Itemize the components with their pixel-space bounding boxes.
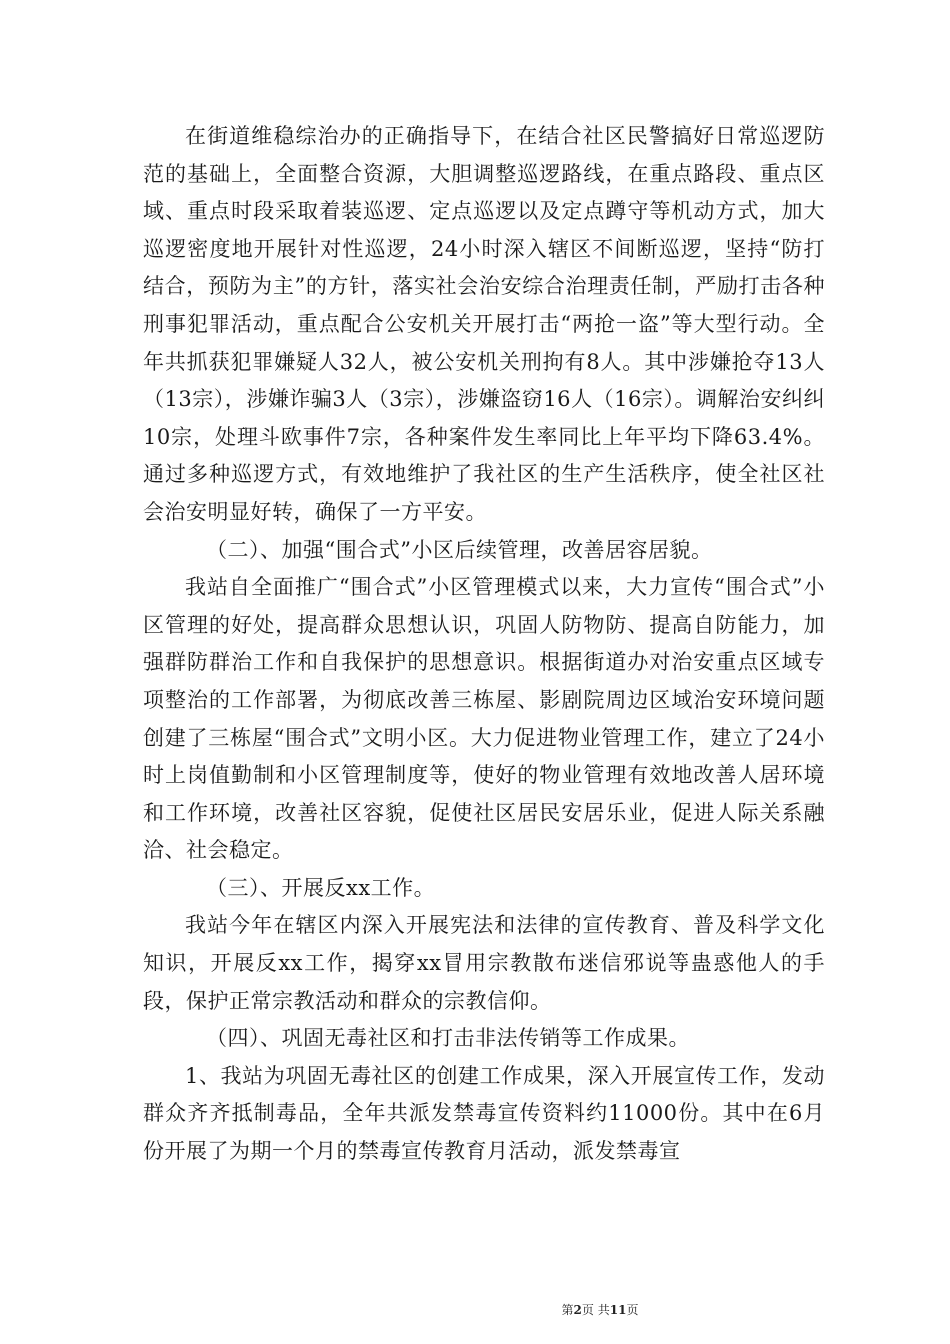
paragraph-patrol: 在街道维稳综治办的正确指导下，在结合社区民警搞好日常巡逻防范的基础上，全面整合资源，大胆调整巡逻路线，在重点路段、重点区域、重点时段采取着装巡逻、定点巡逻以及定点蹲守等机动方式，加大巡逻密度地开展针对性巡逻，24小时深入辖区不间断巡逻，坚持“防打结合，预防为主”的方针，落实社会治安综合治理责任制，严励打击各种刑事犯罪活动，重点配合公安机关开展打击“两抢一盗”等大型行动。全年共抓获犯罪嫌疑人32人，被公安机关刑拘有8人。其中涉嫌抢夺13人（13宗），涉嫌诈骗3人（3宗），涉嫌盗窃16人（16宗）。调解治安纠纠10宗，处理斗欧事件7宗，各种案件发生率同比上年平均下降63.4%。通过多种巡逻方式，有效地维护了我社区的生产生活秩序，使全社区社会治安明显好转，确保了一方平安。 xyxy=(143,124,825,524)
section-heading-4: （四）、巩固无毒社区和打击非法传销等工作成果。 xyxy=(206,1026,690,1051)
footer-current-page: 2 xyxy=(573,1303,582,1317)
section-heading-2: （二）、加强“围合式”小区后续管理，改善居容居貌。 xyxy=(206,537,713,562)
section-heading-3: （三）、开展反xx工作。 xyxy=(206,875,436,900)
document-body xyxy=(143,118,825,1171)
paragraph-drug-free: 1、我站为巩固无毒社区的创建工作成果，深入开展宣传工作，发动群众齐齐抵制毒品，全年共派发禁毒宣传资料约11000份。其中在6月份开展了为期一个月的禁毒宣传教育月活动，派发禁毒宣 xyxy=(143,1063,825,1164)
footer-suffix: 页 xyxy=(626,1303,639,1317)
paragraph-enclosed-community: 我站自全面推广“围合式”小区管理模式以来，大力宣传“围合式”小区管理的好处，提高群众思想认识，巩固人防物防、提高自防能力，加强群防群治工作和自我保护的思想意识。根据街道办对治安重点区域专项整治的工作部署，为彻底改善三栋屋、影剧院周边区域治安环境问题创建了三栋屋“围合式”文明小区。大力促进物业管理工作，建立了24小时上岗值勤制和小区管理制度等，使好的物业管理有效地改善人居环境和工作环境，改善社区容貌，促使社区居民安居乐业，促进人际关系融洽、社会稳定。 xyxy=(143,575,825,863)
footer-middle: 页 共 xyxy=(581,1303,610,1317)
paragraph-anti-xx: 我站今年在辖区内深入开展宪法和法律的宣传教育、普及科学文化知识，开展反xx工作，揭穿xx冒用宗教散布迷信邪说等蛊惑他人的手段，保护正常宗教活动和群众的宗教信仰。 xyxy=(143,913,825,1013)
page-footer xyxy=(0,1302,950,1318)
footer-prefix: 第 xyxy=(561,1303,574,1317)
footer-total-pages: 11 xyxy=(609,1303,627,1317)
